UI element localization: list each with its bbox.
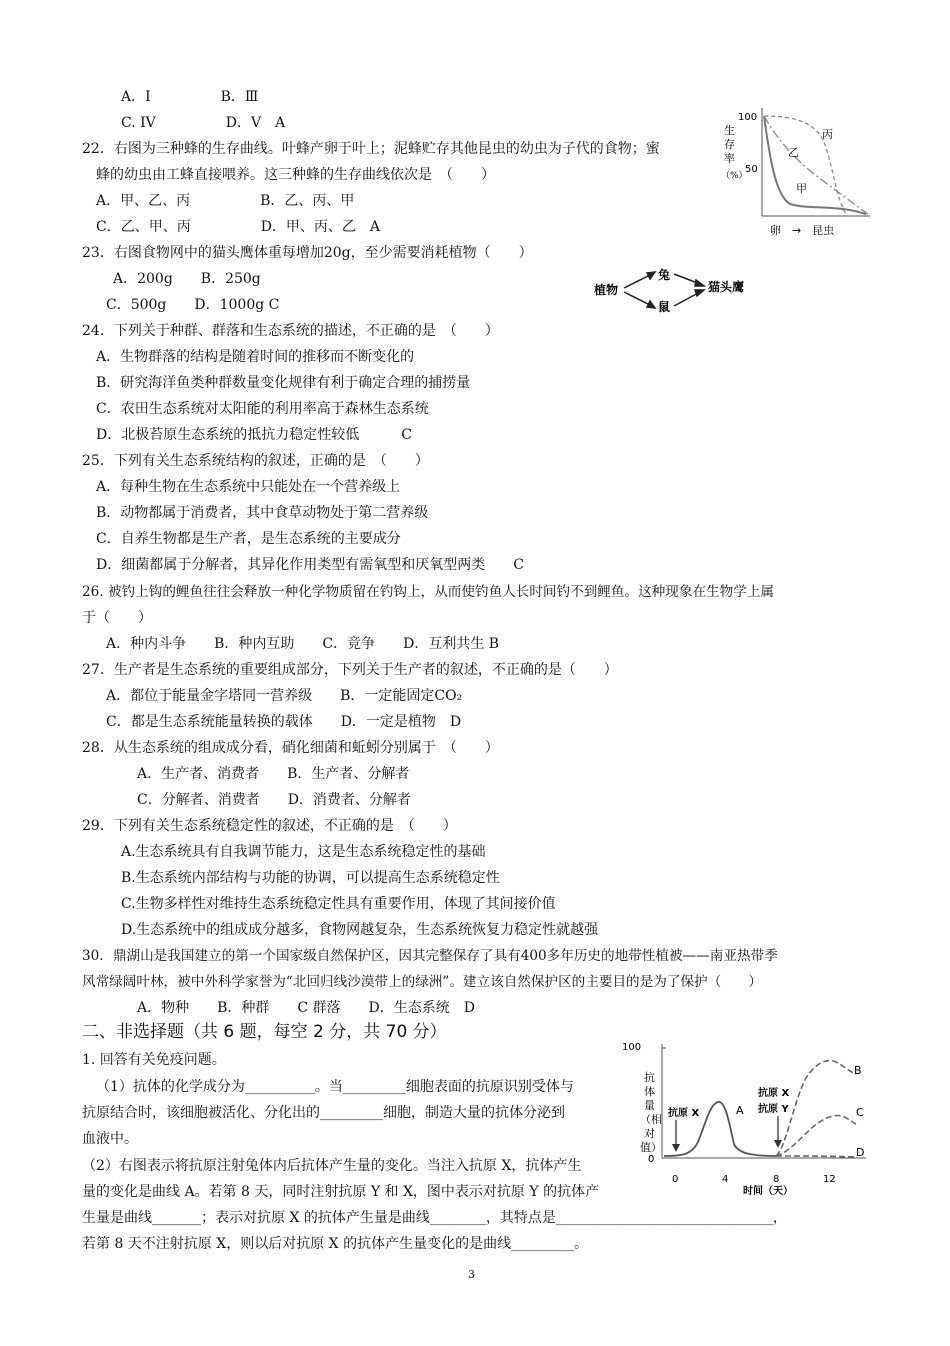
q23-stem: 23．右图食物网中的猫头鹰体重每增加20g，至少需要消耗植物（ ） xyxy=(82,245,533,261)
q24-stem: 24．下列关于种群、群落和生态系统的描述，不正确的是 （ ） xyxy=(82,323,499,339)
q1-part1-line3: 血液中。 xyxy=(82,1131,138,1147)
survival-curve-figure xyxy=(718,100,878,240)
q28-stem: 28．从生态系统的组成成分看，硝化细菌和蚯蚓分别属于 （ ） xyxy=(82,740,499,756)
antibody-label-a: A xyxy=(736,1104,744,1117)
q25-stem: 25．下列有关生态系统结构的叙述，正确的是 （ ） xyxy=(82,453,429,469)
survival-xlabel: 卵 → 昆虫 xyxy=(770,224,835,237)
q25-option-d: D．细菌都属于分解者，其异化作用类型有需氧型和厌氧型两类 C xyxy=(96,557,524,573)
antibody-annotation-y: 抗原 Y xyxy=(758,1104,789,1115)
antibody-arrowhead-xy xyxy=(774,1140,782,1148)
foodweb-node-rabbit: 兔 xyxy=(658,268,671,282)
survival-ylabel-char: 生 xyxy=(724,124,735,137)
q23-options-ab: A．200g B．250g xyxy=(113,271,261,287)
q25-option-b: B．动物都属于消费者，其中食草动物处于第二营养级 xyxy=(96,505,429,521)
antibody-label-b: B xyxy=(854,1064,862,1077)
q1-part2-line1: （2）右图表示将抗原注射兔体内后抗体产生量的变化。当注入抗原 X，抗体产生 xyxy=(82,1158,582,1174)
q24-option-d: D．北极苔原生态系统的抵抗力稳定性较低 C xyxy=(96,427,412,443)
q1-part2-line3: 生量是曲线_______；表示对抗原 X 的抗体产生量是曲线________，其特点是_______________________________， xyxy=(82,1210,787,1226)
q22-stem-line1: 22．右图为三种蜂的生存曲线。叶蜂产卵于叶上；泥蜂贮存其他昆虫的幼虫为子代的食物；蜜 xyxy=(82,141,660,157)
q25-option-a: A．每种生物在生态系统中只能处在一个营养级上 xyxy=(96,479,401,495)
survival-curve-bing xyxy=(764,116,846,214)
antibody-ylabel-char: 量 xyxy=(644,1099,655,1112)
survival-curve-jia xyxy=(764,116,866,214)
antibody-xtick-0: 0 xyxy=(672,1174,679,1185)
antibody-label-c: C xyxy=(856,1106,864,1119)
q21-options-cd: C. IV D．V A xyxy=(121,115,286,131)
q1-part2-line4: 若第 8 天不注射抗原 X，则以后对抗原 X 的抗体产生量变化的是曲线_________。 xyxy=(82,1236,589,1252)
q29-stem: 29．下列有关生态系统稳定性的叙述，不正确的是 （ ） xyxy=(82,818,457,834)
q22-options-ab: A．甲、乙、丙 B．乙、丙、甲 xyxy=(96,193,355,209)
antibody-annotation-x2: 抗原 X xyxy=(758,1088,790,1099)
survival-curve-yi xyxy=(764,116,868,214)
q26-stem-line2: 于（ ） xyxy=(82,610,152,626)
antibody-ylabel-char: 体 xyxy=(644,1085,655,1098)
survival-ylabel-char: 存 xyxy=(724,138,735,151)
antibody-ylabel-char: 抗 xyxy=(644,1071,655,1084)
q30-stem-line1: 30．鼎湖山是我国建立的第一个国家级自然保护区，因其完整保存了具有400多年历史的地带性植被——南亚热带季 xyxy=(82,948,778,964)
q24-option-a: A．生物群落的结构是随着时间的推移而不断变化的 xyxy=(96,349,415,365)
q22-options-cd: C．乙、甲、丙 D．甲、丙、乙 A xyxy=(96,219,381,235)
survival-ytick-50: 50 xyxy=(745,164,758,175)
antibody-xlabel: 时间（天） xyxy=(743,1186,793,1197)
q22-stem-line2: 蜂的幼虫由工蜂直接喂养。这三种蜂的生存曲线依次是 （ ） xyxy=(96,167,495,183)
survival-label-bing: 丙 xyxy=(822,128,833,141)
q25-option-c: C．自养生物都是生产者，是生态系统的主要成分 xyxy=(96,531,401,547)
q29-option-b: B.生态系统内部结构与功能的协调，可以提高生态系统稳定性 xyxy=(121,870,500,886)
q26-options: A．种内斗争 B．种内互助 C．竞争 D．互利共生 B xyxy=(106,636,500,652)
antibody-curve-d xyxy=(776,1156,856,1157)
q27-options-ab: A．都位于能量金字塔同一营养级 B．一定能固定CO₂ xyxy=(106,688,463,704)
antibody-ytick-100: 100 xyxy=(622,1042,642,1053)
survival-label-jia: 甲 xyxy=(796,182,807,195)
survival-label-yi: 乙 xyxy=(788,146,799,159)
section-title: 二、非选择题（共 6 题，每空 2 分，共 70 分） xyxy=(82,1022,447,1042)
q1-part1-line2: 抗原结合时，该细胞被活化、分化出的_________细胞，制造大量的抗体分泌到 xyxy=(82,1105,565,1121)
antibody-label-d: D xyxy=(856,1146,865,1159)
q26-stem-line1: 26. 被钓上钩的鲤鱼往往会释放一种化学物质留在钓钩上，从而使钓鱼人长时间钓不到鲤鱼。这种现象在生物学上属 xyxy=(82,584,775,600)
antibody-ylabel-char: （相 xyxy=(640,1113,662,1126)
q24-option-b: B．研究海洋鱼类种群数量变化规律有利于确定合理的捕捞量 xyxy=(96,375,471,391)
page-number: 3 xyxy=(468,1268,475,1281)
antibody-xtick-4: 4 xyxy=(722,1174,729,1185)
survival-ytick-100: 100 xyxy=(738,112,758,123)
survival-ylabel-char: 率 xyxy=(724,152,735,165)
q28-options-cd: C．分解者、消费者 D．消费者、分解者 xyxy=(137,792,411,808)
antibody-xtick-12: 12 xyxy=(823,1174,836,1185)
q23-options-cd: C．500g D．1000g C xyxy=(106,297,280,313)
foodweb-node-owl: 猫头鹰 xyxy=(708,280,745,294)
foodweb-node-plant: 植物 xyxy=(594,283,619,297)
q30-options: A．物种 B．种群 C 群落 D．生态系统 D xyxy=(137,1000,476,1016)
antibody-curve-c xyxy=(776,1115,856,1156)
q29-option-c: C.生物多样性对维持生态系统稳定性具有重要作用，体现了其间接价值 xyxy=(121,896,556,912)
q1-stem: 1. 回答有关免疫问题。 xyxy=(82,1052,226,1068)
q30-stem-line2: 风常绿阔叶林，被中外科学家誉为“北回归线沙漠带上的绿洲”。建立该自然保护区的主要目的是为了保护（ ） xyxy=(82,974,762,990)
q1-part1-line1: （1）抗体的化学成分为__________。当_________细胞表面的抗原识别受体与 xyxy=(96,1079,574,1095)
q28-options-ab: A．生产者、消费者 B．生产者、分解者 xyxy=(137,766,410,782)
q24-option-c: C．农田生态系统对太阳能的利用率高于森林生态系统 xyxy=(96,401,429,417)
antibody-arrowhead-x1 xyxy=(672,1144,680,1152)
q27-options-cd: C．都是生态系统能量转换的载体 D．一定是植物 D xyxy=(106,714,462,730)
q21-options-ab: A．I B．Ⅲ xyxy=(121,89,259,105)
antibody-xtick-8: 8 xyxy=(773,1174,780,1185)
food-web-figure xyxy=(590,264,770,316)
survival-ylabel-unit: （%） xyxy=(721,171,748,181)
antibody-ylabel-char: 对 xyxy=(644,1127,655,1140)
q27-stem: 27．生产者是生态系统的重要组成部分，下列关于生产者的叙述，不正确的是（ ） xyxy=(82,662,618,678)
antibody-ytick-0: 0 xyxy=(648,1154,655,1165)
antibody-ylabel-char: 值） xyxy=(640,1141,662,1154)
foodweb-node-mouse: 鼠 xyxy=(658,300,671,314)
q1-part2-line2: 量的变化是曲线 A。若第 8 天，同时注射抗原 Y 和 X，图中表示对抗原 Y 的抗体产 xyxy=(82,1184,600,1200)
q29-option-a: A.生态系统具有自我调节能力，这是生态系统稳定性的基础 xyxy=(121,844,486,860)
q29-option-d: D.生态系统中的组成成分越多，食物网越复杂，生态系统恢复力稳定性就越强 xyxy=(121,922,599,938)
antibody-annotation-x1: 抗原 X xyxy=(668,1108,700,1119)
antibody-curve-figure xyxy=(618,1036,878,1206)
